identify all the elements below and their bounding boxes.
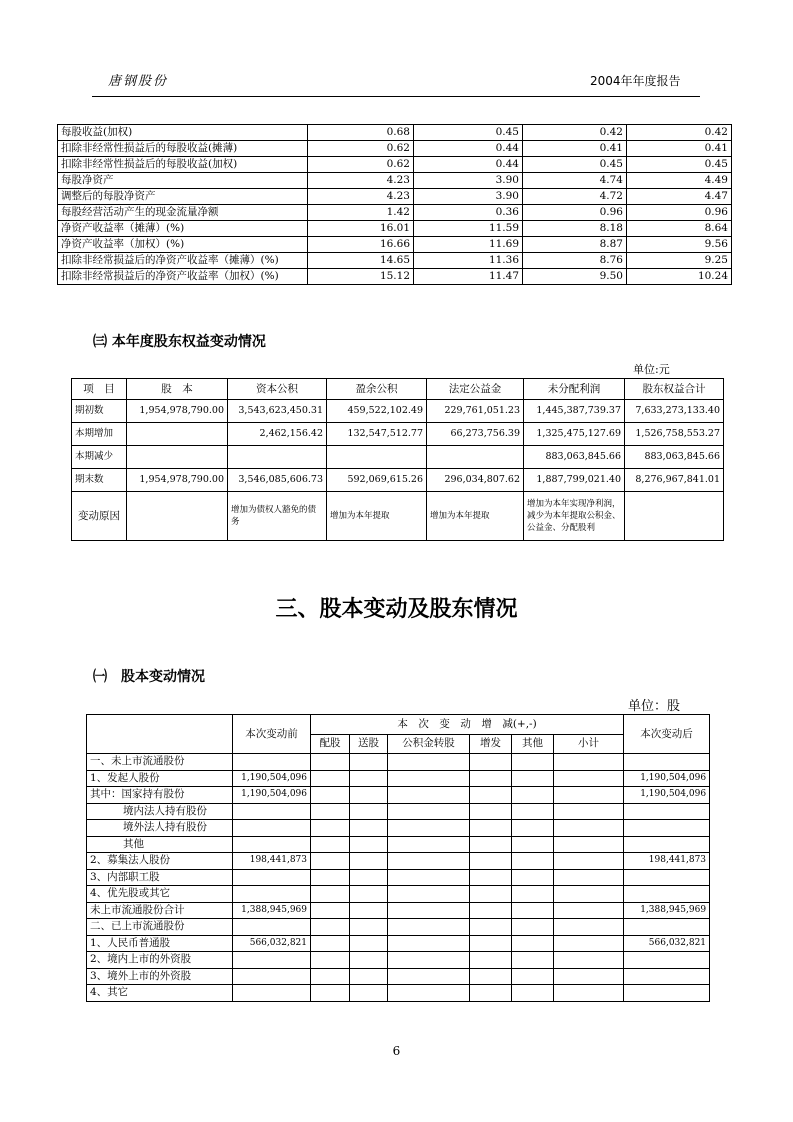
share-row-label: 未上市流通股份合计	[87, 902, 233, 919]
share-change-cell	[554, 952, 624, 969]
equity-value: 883,063,845.66	[524, 446, 625, 469]
equity-header-cell: 法定公益金	[427, 379, 524, 400]
share-change-cell	[554, 820, 624, 837]
share-after-value: 1,388,945,969	[624, 902, 710, 919]
indicator-value: 0.45	[627, 157, 732, 173]
share-corner-cell	[87, 715, 233, 754]
share-change-cell	[554, 869, 624, 886]
share-change-cell	[470, 985, 512, 1002]
share-after-value: 1,190,504,096	[624, 787, 710, 804]
indicator-value: 15.12	[308, 269, 414, 285]
share-row	[87, 803, 710, 820]
share-row	[87, 836, 710, 853]
indicator-value: 8.87	[523, 237, 627, 253]
share-change-cell	[470, 952, 512, 969]
change-subheader: 公积金转股	[388, 734, 470, 754]
share-row	[87, 869, 710, 886]
share-change-cell	[311, 869, 350, 886]
share-row	[87, 968, 710, 985]
share-change-cell	[311, 968, 350, 985]
indicator-value: 14.65	[308, 253, 414, 269]
share-change-cell	[470, 787, 512, 804]
equity-reason-cell	[127, 492, 228, 541]
share-change-cell	[311, 935, 350, 952]
section-heading: 三、股本变动及股东情况	[275, 597, 518, 622]
share-change-cell	[470, 770, 512, 787]
share-change-cell	[350, 836, 388, 853]
equity-value: 1,954,978,790.00	[127, 469, 228, 492]
share-change-cell	[470, 803, 512, 820]
share-change-cell	[388, 836, 470, 853]
share-change-cell	[512, 886, 554, 903]
share-row-label: 境外法人持有股份	[87, 820, 233, 837]
equity-header-cell: 资本公积	[228, 379, 327, 400]
indicator-label: 扣除非经常性损益后的每股收益(摊薄)	[58, 141, 308, 157]
indicator-value: 16.66	[308, 237, 414, 253]
indicator-value: 11.47	[414, 269, 523, 285]
share-change-cell	[512, 935, 554, 952]
share-change-cell	[311, 853, 350, 870]
share-change-cell	[388, 886, 470, 903]
share-row	[87, 902, 710, 919]
share-row-label: 4、其它	[87, 985, 233, 1002]
share-change-cell	[311, 787, 350, 804]
header-change: 本 次 变 动 增 减(+,-)	[311, 715, 624, 735]
share-before-value	[233, 985, 311, 1002]
share-change-cell	[512, 754, 554, 771]
share-before-value	[233, 886, 311, 903]
share-change-cell	[512, 869, 554, 886]
indicator-label: 每股经营活动产生的现金流量净额	[58, 205, 308, 221]
indicator-value: 0.41	[627, 141, 732, 157]
share-change-cell	[350, 985, 388, 1002]
share-change-cell	[350, 869, 388, 886]
share-change-cell	[512, 968, 554, 985]
equity-value: 1,887,799,021.40	[524, 469, 625, 492]
change-subheader: 增发	[470, 734, 512, 754]
indicator-value: 3.90	[414, 189, 523, 205]
indicator-value: 10.24	[627, 269, 732, 285]
indicator-row	[58, 269, 732, 285]
share-change-cell	[554, 803, 624, 820]
equity-row-label: 期末数	[72, 469, 127, 492]
indicator-value: 9.50	[523, 269, 627, 285]
change-subheader: 其他	[512, 734, 554, 754]
indicator-value: 4.23	[308, 189, 414, 205]
page-number: 6	[392, 1044, 401, 1058]
share-change-cell	[350, 919, 388, 936]
share-after-value	[624, 968, 710, 985]
equity-value: 66,273,756.39	[427, 423, 524, 446]
share-change-cell	[311, 770, 350, 787]
share-after-value: 198,441,873	[624, 853, 710, 870]
indicator-value: 0.62	[308, 157, 414, 173]
share-row-label: 其他	[87, 836, 233, 853]
indicator-row	[58, 157, 732, 173]
equity-header-row	[72, 379, 724, 400]
indicator-row	[58, 205, 732, 221]
indicator-row	[58, 125, 732, 141]
share-row-label: 2、境内上市的外资股	[87, 952, 233, 969]
share-row	[87, 787, 710, 804]
equity-reason-cell: 增加为债权人豁免的债务	[228, 492, 327, 541]
share-change-cell	[470, 886, 512, 903]
share-change-cell	[388, 853, 470, 870]
indicator-value: 4.47	[627, 189, 732, 205]
share-before-value: 1,190,504,096	[233, 770, 311, 787]
share-change-cell	[554, 935, 624, 952]
share-change-cell	[350, 754, 388, 771]
share-change-cell	[388, 787, 470, 804]
change-subheader: 送股	[350, 734, 388, 754]
equity-row	[72, 400, 724, 423]
share-table	[86, 714, 710, 1002]
share-before-value	[233, 919, 311, 936]
equity-header-cell: 股 本	[127, 379, 228, 400]
share-change-cell	[311, 985, 350, 1002]
share-change-cell	[388, 919, 470, 936]
share-change-cell	[512, 919, 554, 936]
equity-value: 3,543,623,450.31	[228, 400, 327, 423]
share-after-value	[624, 820, 710, 837]
indicator-value: 8.76	[523, 253, 627, 269]
equity-reason-cell	[625, 492, 724, 541]
share-change-cell	[350, 902, 388, 919]
equity-header-cell: 股东权益合计	[625, 379, 724, 400]
share-change-cell	[512, 902, 554, 919]
share-after-value	[624, 985, 710, 1002]
share-change-cell	[350, 853, 388, 870]
equity-header-cell: 项 目	[72, 379, 127, 400]
share-before-value: 1,388,945,969	[233, 902, 311, 919]
share-change-cell	[512, 853, 554, 870]
equity-unit: 单位:元	[633, 363, 670, 376]
share-change-cell	[512, 770, 554, 787]
indicator-value: 0.41	[523, 141, 627, 157]
indicator-value: 8.64	[627, 221, 732, 237]
indicator-value: 3.90	[414, 173, 523, 189]
equity-value: 2,462,156.42	[228, 423, 327, 446]
share-change-cell	[388, 902, 470, 919]
equity-value: 1,526,758,553.27	[625, 423, 724, 446]
indicator-label: 扣除非经常损益后的净资产收益率（摊薄）(%)	[58, 253, 308, 269]
company-logo: 唐钢股份	[108, 74, 169, 89]
indicator-value: 11.36	[414, 253, 523, 269]
indicator-value: 9.56	[627, 237, 732, 253]
share-after-value	[624, 803, 710, 820]
indicator-row	[58, 221, 732, 237]
share-change-cell	[350, 803, 388, 820]
share-change-cell	[388, 968, 470, 985]
share-change-cell	[388, 985, 470, 1002]
indicator-value: 0.62	[308, 141, 414, 157]
share-change-cell	[388, 869, 470, 886]
equity-value: 229,761,051.23	[427, 400, 524, 423]
share-change-cell	[470, 754, 512, 771]
share-change-cell	[311, 952, 350, 969]
share-change-cell	[470, 968, 512, 985]
indicator-label: 每股净资产	[58, 173, 308, 189]
share-before-value: 198,441,873	[233, 853, 311, 870]
change-subheader: 配股	[311, 734, 350, 754]
share-change-cell	[311, 803, 350, 820]
share-after-value	[624, 952, 710, 969]
indicator-label: 调整后的每股净资产	[58, 189, 308, 205]
header-after: 本次变动后	[624, 715, 710, 754]
equity-reason-row	[72, 492, 724, 541]
indicator-row	[58, 189, 732, 205]
share-row-label: 1、人民币普通股	[87, 935, 233, 952]
equity-value: 883,063,845.66	[625, 446, 724, 469]
share-before-value	[233, 836, 311, 853]
indicator-row	[58, 253, 732, 269]
equity-value: 459,522,102.49	[327, 400, 427, 423]
indicator-value: 11.59	[414, 221, 523, 237]
equity-value	[127, 446, 228, 469]
share-change-cell	[470, 935, 512, 952]
indicator-value: 0.42	[523, 125, 627, 141]
share-row	[87, 985, 710, 1002]
equity-table	[71, 378, 724, 541]
indicator-value: 1.42	[308, 205, 414, 221]
equity-value	[327, 446, 427, 469]
share-change-cell	[350, 820, 388, 837]
indicator-value: 4.72	[523, 189, 627, 205]
equity-value: 1,325,475,127.69	[524, 423, 625, 446]
share-change-cell	[311, 886, 350, 903]
indicator-value: 4.23	[308, 173, 414, 189]
share-after-value: 1,190,504,096	[624, 770, 710, 787]
share-row-label: 3、境外上市的外资股	[87, 968, 233, 985]
equity-value: 592,069,615.26	[327, 469, 427, 492]
share-row-label: 一、未上市流通股份	[87, 754, 233, 771]
indicator-row	[58, 173, 732, 189]
share-change-cell	[350, 787, 388, 804]
share-change-cell	[554, 836, 624, 853]
share-change-cell	[470, 853, 512, 870]
share-change-cell	[350, 935, 388, 952]
share-change-cell	[388, 952, 470, 969]
indicator-row	[58, 141, 732, 157]
share-change-cell	[554, 787, 624, 804]
share-before-value	[233, 869, 311, 886]
share-row	[87, 886, 710, 903]
share-change-cell	[311, 836, 350, 853]
report-title: 2004年年度报告	[590, 74, 681, 88]
share-row-label: 3、内部职工股	[87, 869, 233, 886]
equity-row	[72, 446, 724, 469]
share-after-value	[624, 886, 710, 903]
share-change-cell	[388, 754, 470, 771]
share-after-value	[624, 836, 710, 853]
share-row-label: 4、优先股或其它	[87, 886, 233, 903]
indicator-value: 4.49	[627, 173, 732, 189]
indicator-value: 9.25	[627, 253, 732, 269]
share-change-cell	[554, 754, 624, 771]
equity-row	[72, 469, 724, 492]
share-row-label: 其中：国家持有股份	[87, 787, 233, 804]
indicator-value: 0.68	[308, 125, 414, 141]
share-before-value	[233, 754, 311, 771]
share-after-value	[624, 919, 710, 936]
share-change-cell	[470, 919, 512, 936]
share-change-cell	[388, 803, 470, 820]
share-change-cell	[512, 803, 554, 820]
equity-section-title: ㈢ 本年度股东权益变动情况	[93, 334, 266, 350]
share-change-cell	[311, 820, 350, 837]
share-change-cell	[512, 820, 554, 837]
equity-reason-label: 变动原因	[72, 492, 127, 541]
indicator-value: 11.69	[414, 237, 523, 253]
share-row-label: 境内法人持有股份	[87, 803, 233, 820]
equity-value: 1,954,978,790.00	[127, 400, 228, 423]
share-row	[87, 919, 710, 936]
share-change-cell	[470, 820, 512, 837]
equity-row-label: 期初数	[72, 400, 127, 423]
share-change-cell	[311, 754, 350, 771]
indicator-value: 0.96	[523, 205, 627, 221]
share-change-cell	[554, 919, 624, 936]
share-row-label: 2、募集法人股份	[87, 853, 233, 870]
share-row	[87, 853, 710, 870]
indicator-value: 0.44	[414, 141, 523, 157]
equity-reason-cell: 增加为本年实现净利润，减少为本年提取公积金、公益金、分配股利	[524, 492, 625, 541]
share-before-value	[233, 952, 311, 969]
indicator-value: 0.36	[414, 205, 523, 221]
indicator-row	[58, 237, 732, 253]
equity-value: 132,547,512.77	[327, 423, 427, 446]
share-after-value	[624, 754, 710, 771]
share-change-cell	[311, 902, 350, 919]
indicators-table	[57, 124, 732, 285]
share-change-cell	[554, 968, 624, 985]
share-row	[87, 820, 710, 837]
indicator-value: 0.42	[627, 125, 732, 141]
indicator-label: 每股收益(加权)	[58, 125, 308, 141]
equity-header-cell: 未分配利润	[524, 379, 625, 400]
share-change-cell	[512, 836, 554, 853]
equity-value	[427, 446, 524, 469]
equity-row-label: 本期减少	[72, 446, 127, 469]
equity-reason-cell: 增加为本年提取	[427, 492, 524, 541]
share-change-cell	[388, 935, 470, 952]
indicator-label: 净资产收益率（摊薄）(%)	[58, 221, 308, 237]
equity-value: 7,633,273,133.40	[625, 400, 724, 423]
share-change-cell	[470, 836, 512, 853]
share-change-cell	[470, 869, 512, 886]
share-row	[87, 770, 710, 787]
share-before-value	[233, 803, 311, 820]
share-change-cell	[554, 902, 624, 919]
share-change-cell	[388, 820, 470, 837]
share-change-cell	[350, 770, 388, 787]
share-change-cell	[554, 770, 624, 787]
share-after-value	[624, 869, 710, 886]
share-row	[87, 952, 710, 969]
indicator-value: 0.45	[414, 125, 523, 141]
equity-value: 3,546,085,606.73	[228, 469, 327, 492]
share-after-value: 566,032,821	[624, 935, 710, 952]
equity-value: 8,276,967,841.01	[625, 469, 724, 492]
indicator-value: 8.18	[523, 221, 627, 237]
indicator-value: 0.44	[414, 157, 523, 173]
share-change-cell	[470, 902, 512, 919]
share-row-label: 二、已上市流通股份	[87, 919, 233, 936]
share-change-cell	[554, 886, 624, 903]
equity-header-cell: 盈余公积	[327, 379, 427, 400]
share-row	[87, 935, 710, 952]
change-subheader: 小计	[554, 734, 624, 754]
share-change-cell	[512, 985, 554, 1002]
share-change-cell	[554, 985, 624, 1002]
equity-row	[72, 423, 724, 446]
header-before: 本次变动前	[233, 715, 311, 754]
indicator-label: 净资产收益率（加权）(%)	[58, 237, 308, 253]
equity-row-label: 本期增加	[72, 423, 127, 446]
share-section-title: ㈠ 股本变动情况	[93, 669, 205, 685]
share-change-cell	[388, 770, 470, 787]
share-before-value	[233, 968, 311, 985]
share-change-cell	[554, 853, 624, 870]
share-unit: 单位：股	[628, 699, 681, 714]
share-row	[87, 754, 710, 771]
indicator-label: 扣除非经常损益后的净资产收益率（加权）(%)	[58, 269, 308, 285]
share-change-cell	[350, 886, 388, 903]
share-before-value	[233, 820, 311, 837]
share-change-cell	[512, 952, 554, 969]
equity-value: 296,034,807.62	[427, 469, 524, 492]
share-before-value: 566,032,821	[233, 935, 311, 952]
equity-value	[127, 423, 228, 446]
indicator-value: 16.01	[308, 221, 414, 237]
share-change-cell	[311, 919, 350, 936]
indicator-label: 扣除非经常性损益后的每股收益(加权)	[58, 157, 308, 173]
equity-value	[228, 446, 327, 469]
share-change-cell	[350, 968, 388, 985]
equity-reason-cell: 增加为本年提取	[327, 492, 427, 541]
indicator-value: 4.74	[523, 173, 627, 189]
header-rule	[92, 96, 700, 97]
indicator-value: 0.45	[523, 157, 627, 173]
share-change-cell	[350, 952, 388, 969]
share-row-label: 1、发起人股份	[87, 770, 233, 787]
share-before-value: 1,190,504,096	[233, 787, 311, 804]
indicator-value: 0.96	[627, 205, 732, 221]
share-change-cell	[512, 787, 554, 804]
equity-value: 1,445,387,739.37	[524, 400, 625, 423]
